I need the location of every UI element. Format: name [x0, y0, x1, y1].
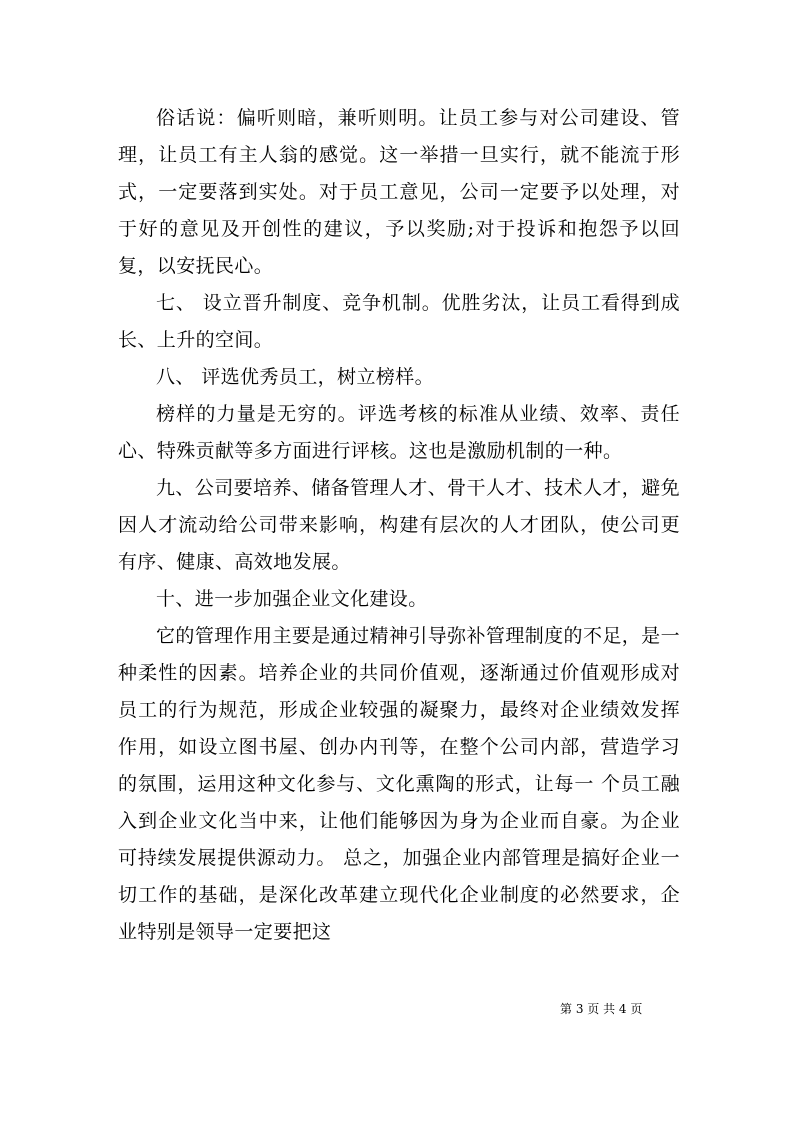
- paragraph-item-ten: 十、进一步加强企业文化建设。: [156, 588, 428, 610]
- paragraph-item-seven: 七、 设立晋升制度、竞争机制。优胜劣汰，让员工看得到成长、上升的空间。: [118, 292, 680, 351]
- paragraph-item-eight: 八、 评选优秀员工，树立榜样。: [156, 366, 435, 388]
- paragraph-item-nine: 九、公司要培养、储备管理人才、骨干人才、技术人才，避免因人才流动给公司带来影响，构建有层次的人才团队，使公司更有序、健康、高效地发展。: [118, 477, 680, 573]
- paragraph-culture: 它的管理作用主要是通过精神引导弥补管理制度的不足，是一种柔性的因素。培养企业的共同价值观，逐渐通过价值观形成对员工的行为规范，形成企业较强的凝聚力，最终对企业绩效发挥作用，如设立图书屋、创办内刊等，在整个公司内部，营造学习的氛围，运用这种文化参与、文化熏陶的形式，让每一 个员工融入到企业文化当中来，让他们能够因为身为企业而自豪。为企业可持续发展提供源动力。 总之，加强企业内部管理是搞好企业一切工作的基础，是深化改革建立现代化企业制度的必然要求，企业特别是领导一定要把这: [118, 625, 680, 943]
- paragraph-participation: 俗话说：偏听则暗，兼听则明。让员工参与对公司建设、管理，让员工有主人翁的感觉。这一举措一旦实行，就不能流于形式，一定要落到实处。对于员工意见，公司一定要予以处理，对于好的意见及开创性的建议，予以奖励;对于投诉和抱怨予以回复，以安抚民心。: [118, 107, 680, 277]
- paragraph-role-model: 榜样的力量是无穷的。评选考核的标准从业绩、效率、责任心、特殊贡献等多方面进行评核。这也是激励机制的一种。: [118, 403, 680, 462]
- page-number-footer: 第 3 页 共 4 页: [560, 1002, 643, 1016]
- document-body: [118, 100, 680, 951]
